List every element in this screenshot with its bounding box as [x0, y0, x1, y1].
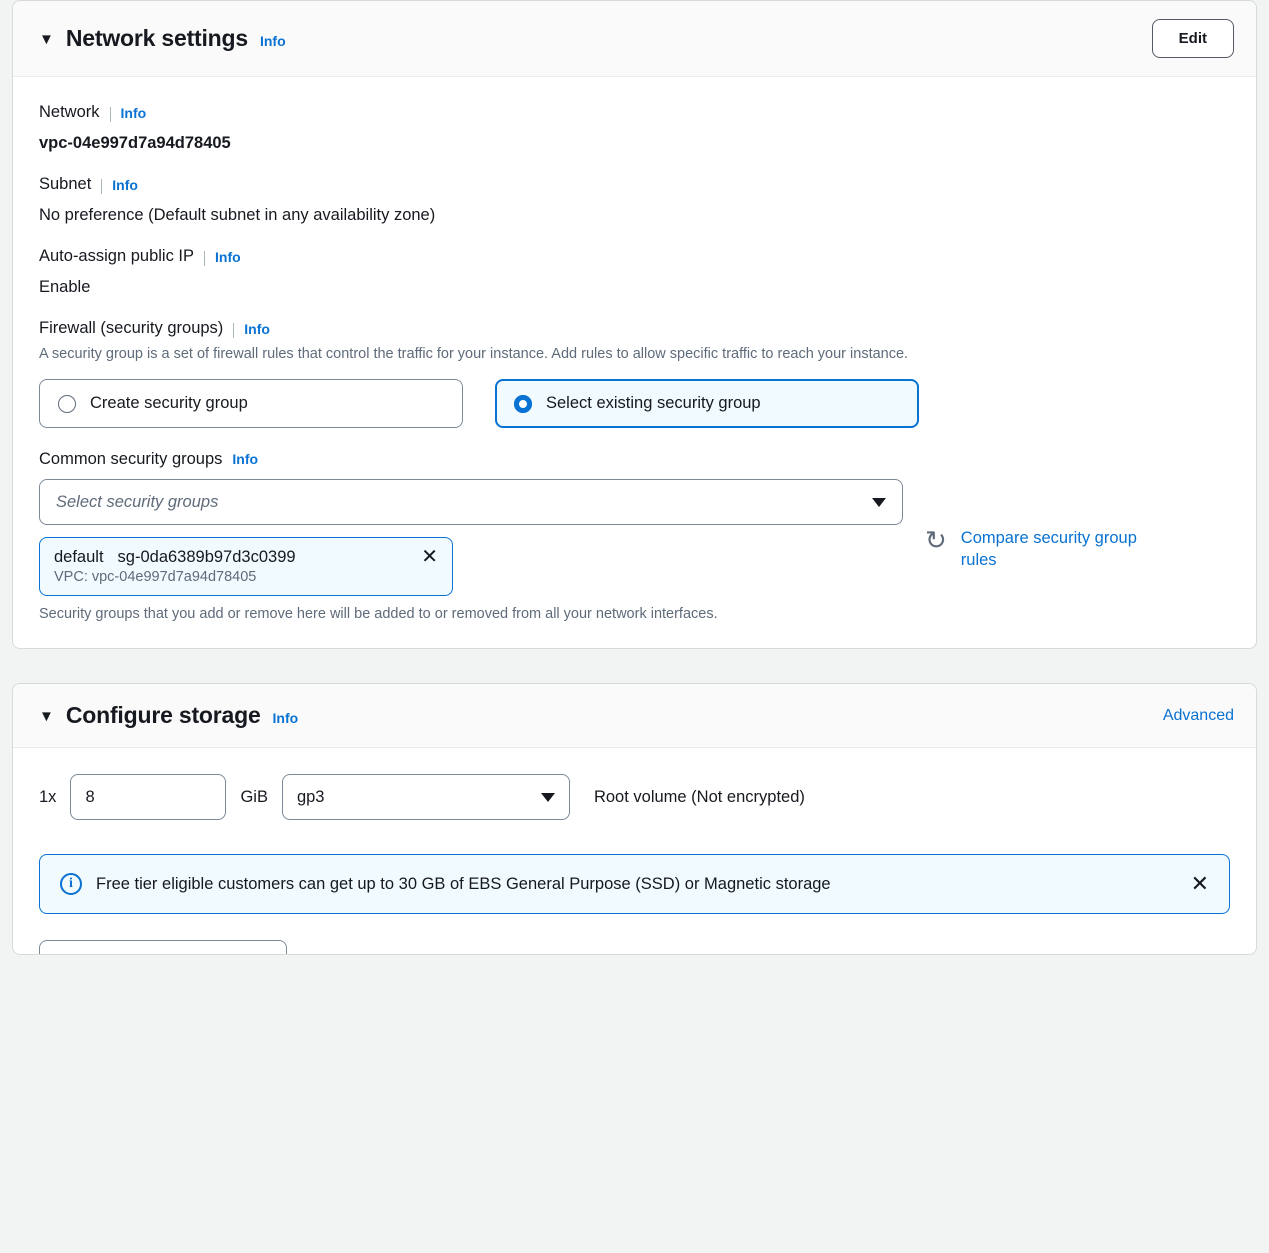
radio-create-security-group-label: Create security group: [90, 394, 248, 413]
root-volume-row: [13, 748, 1256, 830]
common-security-groups-info-link[interactable]: Info: [232, 451, 259, 468]
close-icon[interactable]: ✕: [1190, 871, 1209, 897]
security-groups-select-row: [39, 479, 1230, 622]
divider: [110, 107, 111, 122]
firewall-description: A security group is a set of firewall rules that control the traffic for your instance. Add rules to allow specific traffic to reach your instance.: [39, 346, 909, 362]
network-settings-body: [13, 77, 1256, 648]
subnet-info-link[interactable]: Info: [112, 176, 138, 193]
network-settings-info-link[interactable]: Info: [259, 33, 286, 49]
volume-type-select[interactable]: [282, 774, 570, 820]
configure-storage-header: [13, 684, 1256, 748]
advanced-link[interactable]: Advanced: [1162, 706, 1234, 724]
security-group-token-name: default: [54, 547, 104, 566]
page-title: Network settings: [65, 25, 248, 51]
free-tier-alert-text: Free tier eligible customers can get up to 30 GB of EBS General Purpose (SSD) or Magnetic storage: [96, 874, 831, 893]
auto-assign-ip-info-link[interactable]: Info: [215, 248, 241, 265]
network-settings-header: [13, 1, 1256, 77]
network-settings-panel: [12, 0, 1257, 649]
firewall-info-link[interactable]: Info: [244, 320, 270, 337]
security-groups-select-placeholder: Select security groups: [56, 492, 219, 511]
radio-create-security-group[interactable]: [39, 379, 463, 428]
security-group-token-id: sg-0da6389b97d3c0399: [117, 547, 296, 566]
info-icon: i: [60, 873, 82, 895]
firewall-radio-group: [39, 379, 1230, 428]
network-info-link[interactable]: Info: [120, 104, 147, 121]
root-volume-description: Root volume (Not encrypted): [593, 787, 805, 806]
firewall-label: Firewall (security groups): [39, 319, 224, 337]
configure-storage-panel: [12, 683, 1257, 955]
network-field-label-row: [39, 103, 1230, 122]
common-security-groups-label-row: [39, 450, 1230, 469]
subnet-value: No preference (Default subnet in any availability zone): [39, 206, 436, 224]
collapse-caret-icon[interactable]: ▼: [39, 708, 54, 726]
common-security-groups-label: Common security groups: [39, 450, 223, 469]
network-value: vpc-04e997d7a94d78405: [39, 134, 231, 152]
chevron-down-icon: [541, 793, 555, 802]
subnet-label: Subnet: [39, 175, 92, 193]
network-label: Network: [39, 103, 100, 121]
collapse-caret-icon[interactable]: ▼: [39, 31, 54, 48]
free-tier-alert: [39, 854, 1230, 914]
security-group-token-vpc: VPC: vpc-04e997d7a94d78405: [54, 569, 257, 586]
configure-storage-title: Configure storage: [65, 702, 261, 729]
auto-assign-ip-label: Auto-assign public IP: [39, 247, 195, 265]
firewall-label-row: [39, 319, 1230, 338]
security-group-token: [39, 537, 453, 596]
auto-assign-ip-label-row: [39, 247, 1230, 266]
radio-circle-selected-icon: [514, 395, 532, 413]
volume-size-input[interactable]: [70, 774, 226, 820]
security-groups-footnote: Security groups that you add or remove here will be added to or removed from all your network interfaces.: [39, 606, 718, 623]
divider: [101, 179, 102, 194]
volume-count: 1x: [39, 787, 57, 806]
panel-gap: [0, 649, 1269, 683]
divider: [204, 251, 205, 266]
close-icon[interactable]: ✕: [421, 546, 438, 569]
edit-button[interactable]: Edit: [1152, 19, 1234, 58]
radio-select-existing-security-group[interactable]: [495, 379, 919, 428]
volume-type-value: gp3: [296, 787, 325, 806]
radio-circle-icon: [58, 395, 76, 413]
configure-storage-info-link[interactable]: Info: [272, 710, 299, 727]
next-control-stub: [39, 940, 287, 954]
subnet-field-label-row: [39, 175, 1230, 194]
volume-unit-label: GiB: [240, 787, 268, 806]
chevron-down-icon: [872, 498, 886, 507]
refresh-icon[interactable]: ↻: [925, 525, 947, 556]
security-groups-select[interactable]: [39, 479, 903, 525]
radio-select-existing-security-group-label: Select existing security group: [546, 394, 761, 413]
divider: [233, 323, 234, 338]
compare-security-group-rules-link[interactable]: Compare security group rules: [960, 529, 1137, 570]
auto-assign-ip-value: Enable: [39, 278, 91, 296]
compare-area: [925, 479, 1151, 572]
